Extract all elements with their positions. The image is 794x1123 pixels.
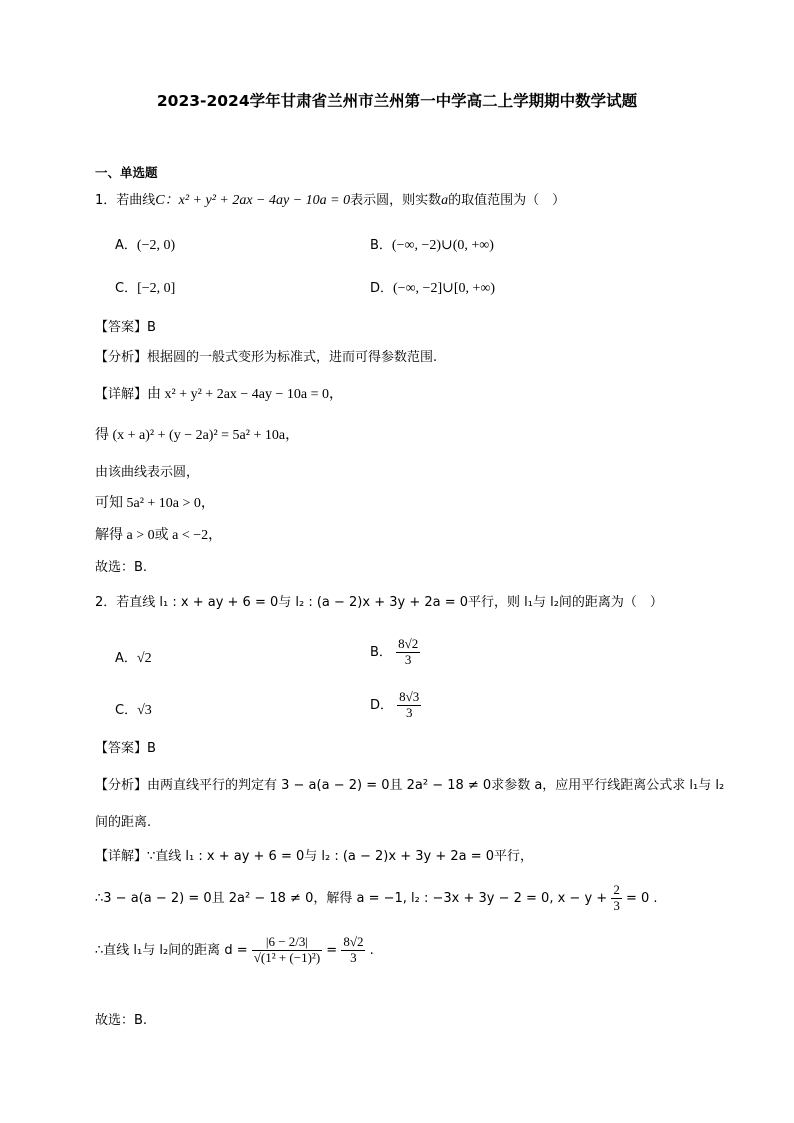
- result-fraction: [341, 935, 365, 966]
- detail-text: = 0 .: [625, 890, 658, 906]
- fraction-numerator: 2: [613, 882, 620, 897]
- question-1-stem: [95, 193, 565, 210]
- q2-option-b: [370, 637, 420, 668]
- q1-detail-line-1: [95, 387, 343, 404]
- fraction-numerator: 8√3: [399, 689, 420, 704]
- q1-option-a: [115, 238, 175, 255]
- option-fraction: [396, 637, 420, 668]
- q1-detail-line-2: 得 (x + a)² + (y − 2a)² = 5a² + 10a，: [95, 428, 300, 443]
- q2-detail-line-2: [95, 883, 658, 914]
- q2-answer: 【答案】B: [95, 741, 156, 756]
- fraction-denominator: 3: [341, 950, 365, 966]
- fraction-denominator: 3: [613, 897, 620, 913]
- q1-stem-middle: 表示圆，则实数: [350, 193, 442, 208]
- detail-tag: 【详解】: [95, 387, 148, 402]
- fraction-numerator: |6 − 2/3|: [265, 934, 309, 949]
- q1-stem-suffix: 的取值范围为（ ）: [448, 193, 566, 208]
- q2-option-c: [115, 703, 152, 720]
- detail-text: ∴3 − a(a − 2) = 0且 2a² − 18 ≠ 0，解得 a = −1, l₂ : −3x + 3y − 2 = 0, x − y +: [95, 890, 608, 906]
- option-value: (−2, 0): [136, 238, 176, 253]
- option-label: A．: [115, 651, 137, 666]
- option-label: B．: [370, 644, 392, 660]
- period: .: [369, 942, 374, 958]
- detail-text: ∴直线 l₁与 l₂间的距离 d =: [95, 942, 248, 958]
- q1-stem-prefix: 1．若曲线: [95, 193, 156, 208]
- option-value: (−∞, −2)∪(0, +∞): [391, 238, 494, 253]
- option-label: A．: [115, 238, 137, 253]
- q1-equation: C：x² + y² + 2ax − 4ay − 10a = 0: [155, 193, 351, 208]
- equals-sign: =: [326, 942, 338, 958]
- q1-detail-line-3: 由该曲线表示圆，: [95, 465, 200, 480]
- q1-variable: a: [441, 193, 449, 208]
- option-value: √3: [137, 703, 152, 718]
- q1-detail-line-5: 解得 a > 0或 a < −2，: [95, 528, 223, 543]
- option-fraction: [397, 690, 421, 721]
- q1-option-b: [370, 238, 494, 255]
- q2-detail-line-1: 【详解】∵直线 l₁ : x + ay + 6 = 0与 l₂ : (a − 2)x + 3y + 2a = 0平行，: [95, 849, 534, 864]
- q2-conclusion: 故选：B.: [95, 1013, 148, 1028]
- detail-text: 由 x² + y² + 2ax − 4ay − 10a = 0，: [147, 387, 344, 402]
- q2-option-a: [115, 651, 152, 668]
- question-2-stem: 2．若直线 l₁ : x + ay + 6 = 0与 l₂ : (a − 2)x + 3y + 2a = 0平行，则 l₁与 l₂间的距离为（ ）: [95, 595, 663, 610]
- option-label: B．: [370, 238, 392, 253]
- option-value: (−∞, −2]∪[0, +∞): [393, 281, 496, 296]
- option-label: D．: [370, 281, 394, 296]
- q1-option-d: [370, 281, 495, 298]
- q2-analysis-line-1: 【分析】由两直线平行的判定有 3 − a(a − 2) = 0且 2a² − 18 ≠ 0求参数 a，应用平行线距离公式求 l₁与 l₂: [95, 778, 725, 793]
- option-label: D．: [370, 697, 394, 713]
- q1-conclusion: 故选：B.: [95, 560, 148, 575]
- q1-detail-line-4: 可知 5a² + 10a > 0，: [95, 496, 215, 511]
- fraction-numerator: 8√2: [343, 934, 364, 949]
- q2-option-d: [370, 690, 421, 721]
- q2-detail-line-3: [95, 935, 374, 966]
- fraction-numerator: 8√2: [398, 636, 419, 651]
- q1-analysis: 【分析】根据圆的一般式变形为标准式，进而可得参数范围.: [95, 350, 438, 365]
- fraction-denominator: √(1² + (−1)²): [253, 949, 321, 965]
- option-value: [−2, 0]: [137, 281, 176, 296]
- page-title: 2023-2024学年甘肃省兰州市兰州第一中学高二上学期期中数学试题: [156, 92, 638, 110]
- q1-answer: 【答案】B: [95, 320, 156, 335]
- option-value: √2: [136, 651, 152, 666]
- option-label: C．: [115, 281, 138, 296]
- inline-fraction: [611, 883, 622, 914]
- option-label: C．: [115, 703, 138, 718]
- section-heading: 一、单选题: [95, 165, 158, 180]
- fraction-denominator: 3: [396, 652, 420, 668]
- q1-option-c: [115, 281, 175, 298]
- fraction-denominator: 3: [397, 705, 421, 721]
- distance-fraction: [252, 935, 322, 966]
- q2-analysis-line-2: 间的距离.: [95, 815, 152, 830]
